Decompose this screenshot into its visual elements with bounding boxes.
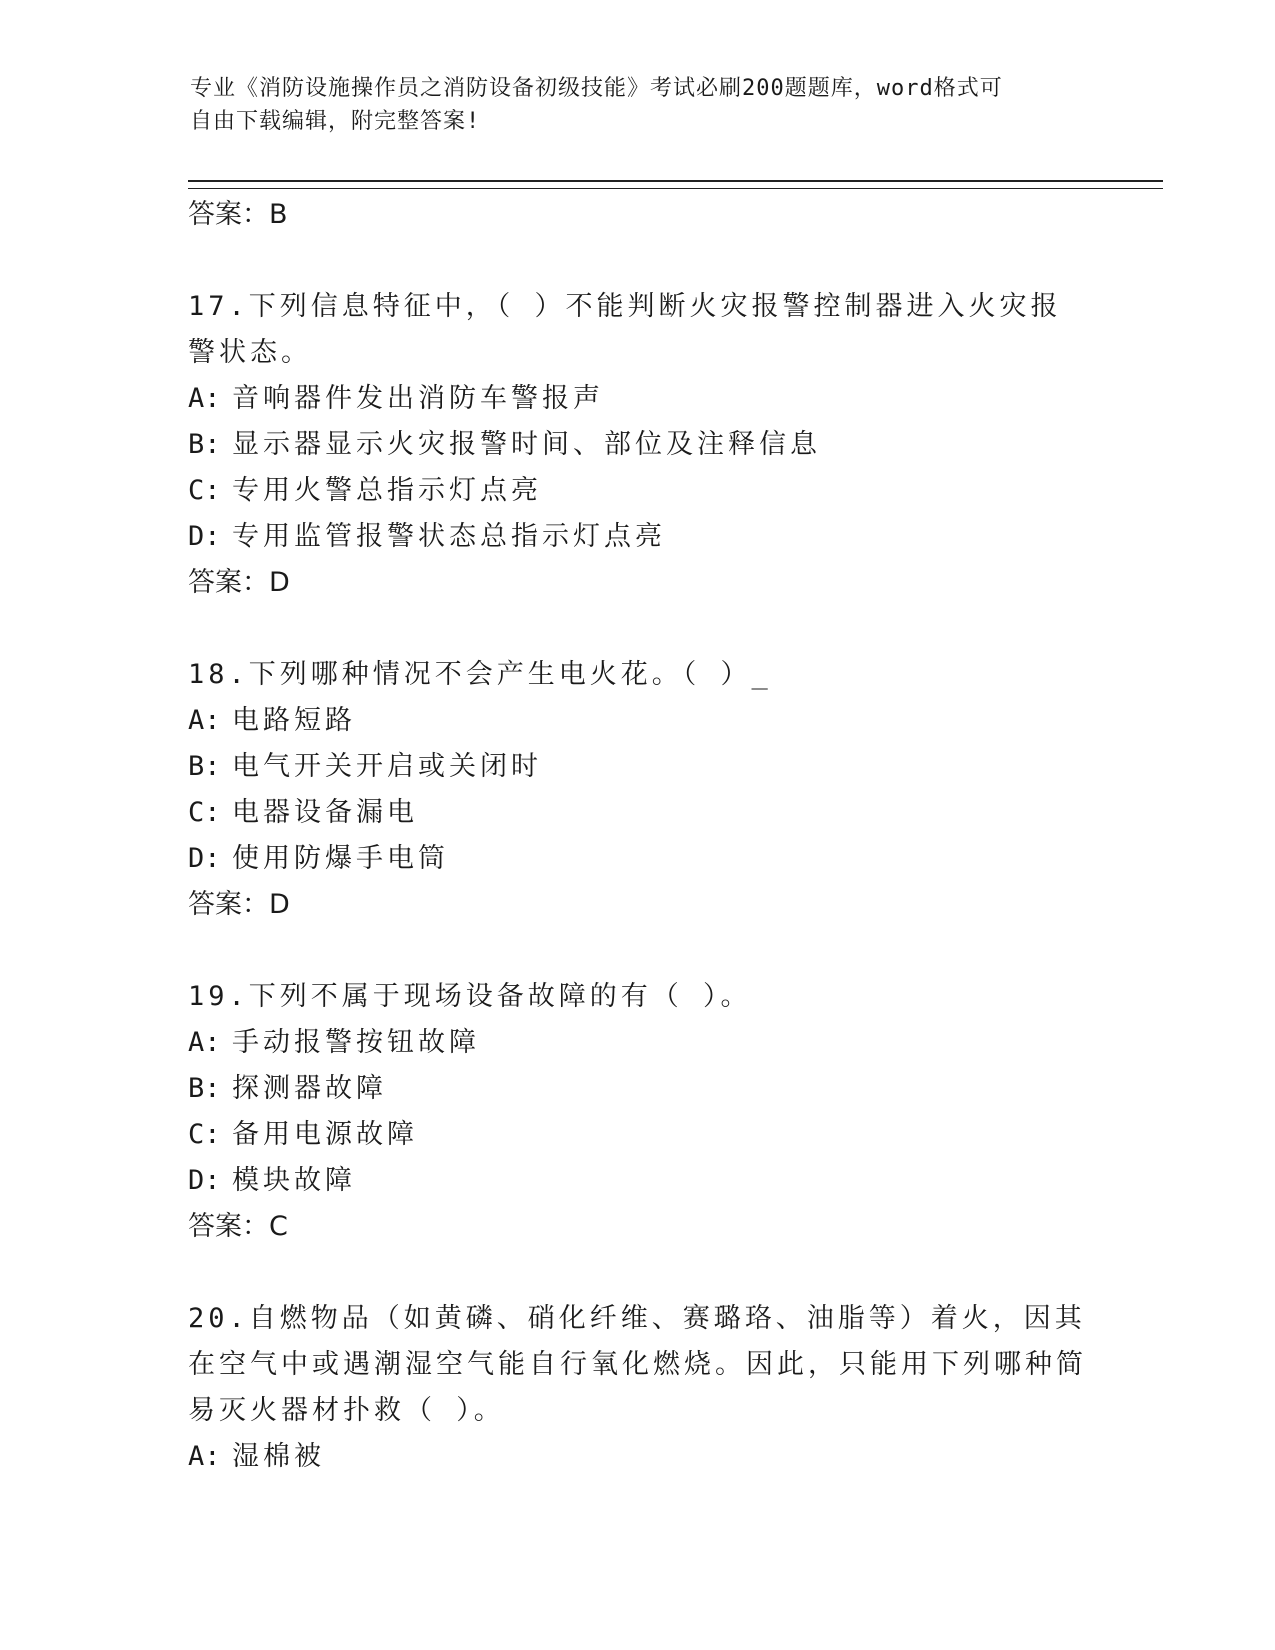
option-19-d	[188, 1158, 1088, 1204]
option-text: 电器设备漏电	[232, 797, 418, 828]
option-text: 使用防爆手电筒	[232, 843, 449, 874]
option-20-a	[188, 1434, 1088, 1480]
option-text: 专用火警总指示灯点亮	[232, 475, 542, 506]
option-text: 探测器故障	[232, 1073, 387, 1104]
option-text: 手动报警按钮故障	[232, 1027, 480, 1058]
option-text: 电气开关开启或关闭时	[232, 751, 542, 782]
option-19-c	[188, 1112, 1088, 1158]
option-19-a	[188, 1020, 1088, 1066]
option-19-b	[188, 1066, 1088, 1112]
question-20-text: 20.自燃物品（如黄磷、硝化纤维、赛璐珞、油脂等）着火，因其在空气中或遇潮湿空气能自行氧化燃烧。因此，只能用下列哪种简易灭火器材扑救（ ）。	[188, 1303, 1087, 1426]
option-17-b	[188, 422, 1088, 468]
question-18-text: 18.下列哪种情况不会产生电火花。（ ）_	[188, 659, 772, 690]
question-19	[188, 974, 1088, 1250]
option-label: D:	[188, 1165, 221, 1196]
option-17-d	[188, 514, 1088, 560]
option-text: 专用监管报警状态总指示灯点亮	[232, 521, 666, 552]
option-17-a	[188, 376, 1088, 422]
option-text: 备用电源故障	[232, 1119, 418, 1150]
option-18-a	[188, 698, 1088, 744]
header-line-2: 自由下载编辑，附完整答案!	[190, 109, 481, 134]
question-20	[188, 1296, 1088, 1480]
option-18-b	[188, 744, 1088, 790]
option-label: A:	[188, 1027, 221, 1058]
question-17-text: 17.下列信息特征中，（ ）不能判断火灾报警控制器进入火灾报警状态。	[188, 291, 1062, 368]
option-text: 电路短路	[232, 705, 356, 736]
answer-16: 答案：B	[188, 199, 288, 230]
option-label: B:	[188, 751, 221, 782]
option-text: 音响器件发出消防车警报声	[232, 383, 604, 414]
option-17-c	[188, 468, 1088, 514]
header-line-1: 专业《消防设施操作员之消防设备初级技能》考试必刷200题题库，word格式可	[190, 76, 1003, 101]
question-17	[188, 284, 1088, 606]
option-label: D:	[188, 843, 221, 874]
option-label: A:	[188, 383, 221, 414]
option-label: A:	[188, 1441, 221, 1472]
option-label: B:	[188, 1073, 221, 1104]
question-list	[188, 192, 1088, 1480]
option-label: A:	[188, 705, 221, 736]
page-header	[190, 72, 1090, 138]
question-19-text: 19.下列不属于现场设备故障的有（ ）。	[188, 981, 752, 1012]
option-18-d	[188, 836, 1088, 882]
answer-17: 答案：D	[188, 567, 290, 598]
option-text: 湿棉被	[232, 1441, 325, 1472]
option-label: C:	[188, 475, 221, 506]
option-text: 显示器显示火灾报警时间、部位及注释信息	[232, 429, 821, 460]
option-label: B:	[188, 429, 221, 460]
option-label: D:	[188, 521, 221, 552]
option-label: C:	[188, 1119, 221, 1150]
answer-18: 答案：D	[188, 889, 290, 920]
option-text: 模块故障	[232, 1165, 356, 1196]
header-divider	[188, 180, 1163, 189]
question-18	[188, 652, 1088, 928]
option-18-c	[188, 790, 1088, 836]
answer-19: 答案：C	[188, 1211, 288, 1242]
option-label: C:	[188, 797, 221, 828]
